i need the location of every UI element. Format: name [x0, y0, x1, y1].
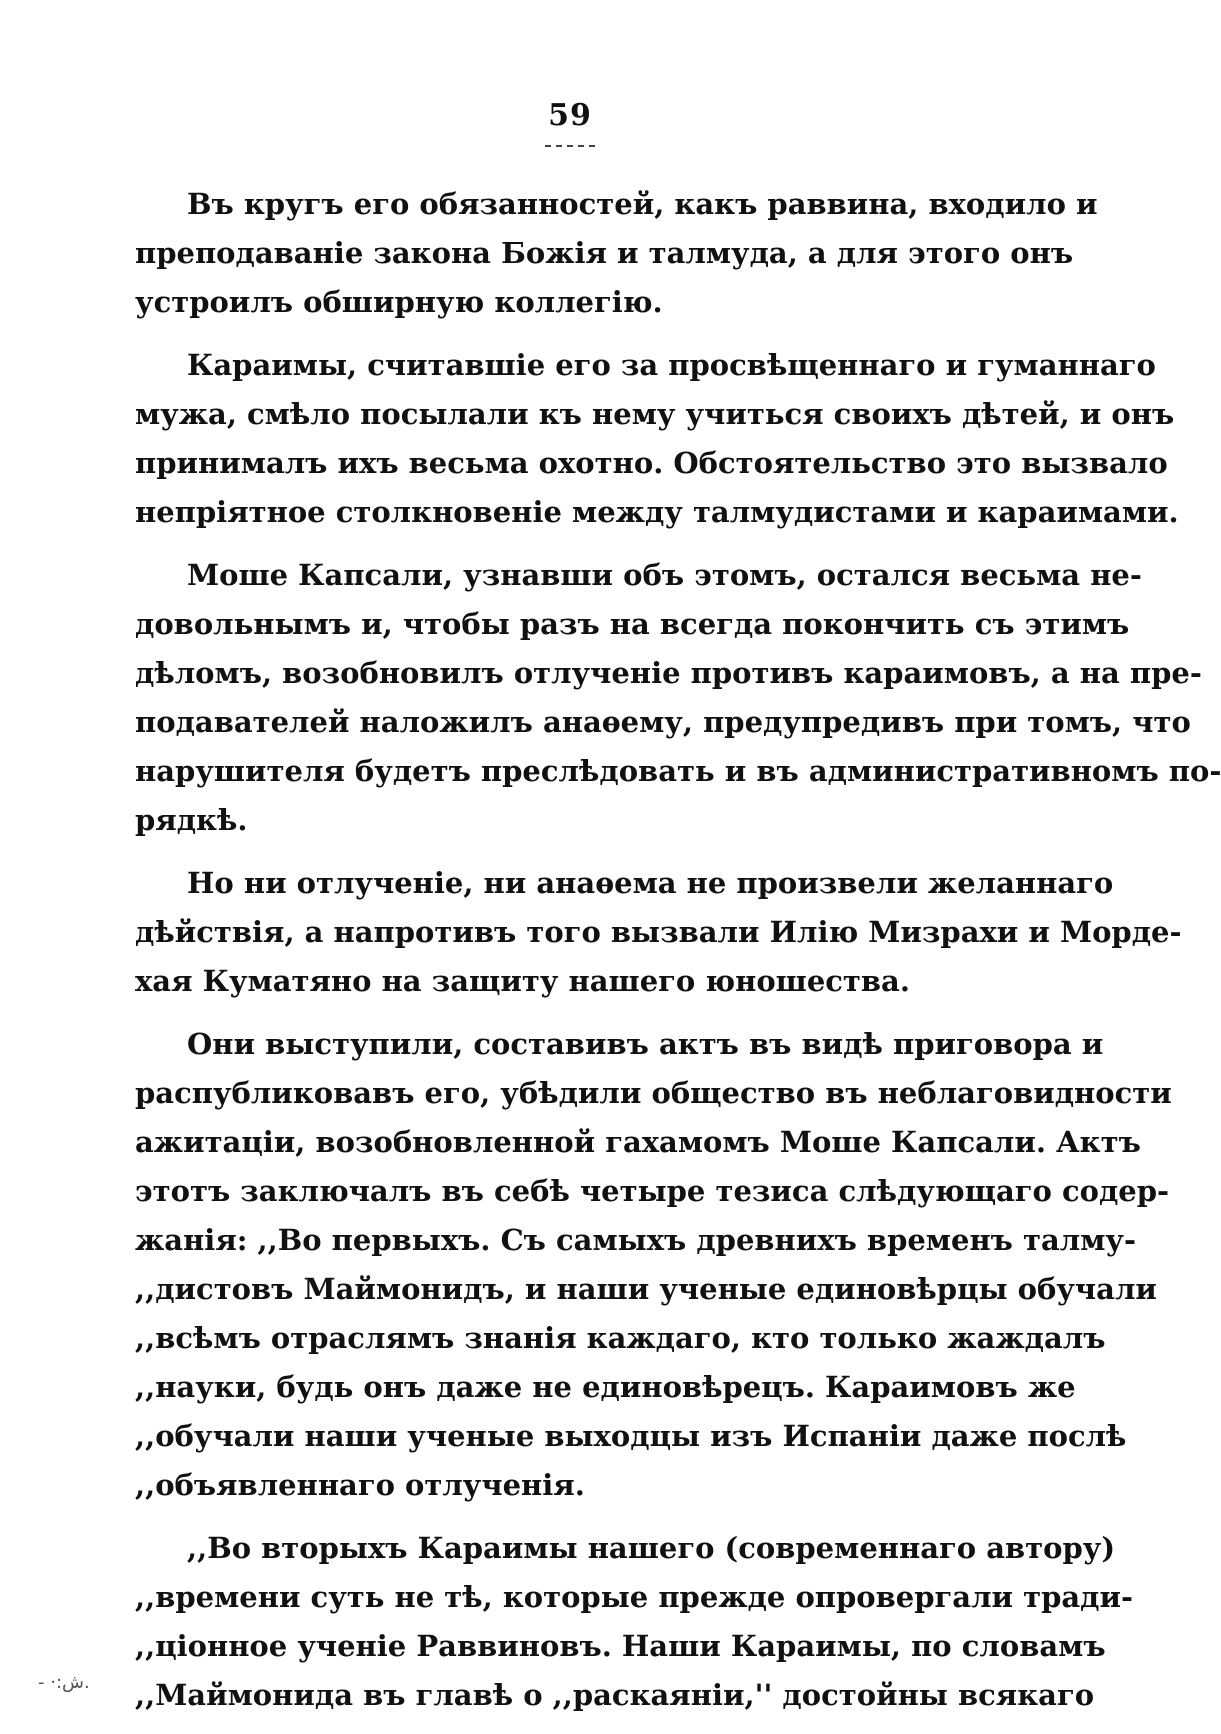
text-line: ,,Маймонида въ главѣ о ,,раскаяніи,'' достойны всякаго: [135, 1678, 1095, 1712]
text-line: ,,Во вторыхъ Караимы нашего (современнаго автору): [187, 1531, 1116, 1565]
text-line: ,,всѣмъ отраслямъ знанія каждаго, кто только жаждалъ: [135, 1321, 1106, 1355]
text-line: Моше Капсали, узнавши объ этомъ, остался весьма не-: [187, 558, 1142, 592]
text-line: устроилъ обширную коллегію.: [135, 285, 663, 319]
text-line: Въ кругъ его обязанностей, какъ раввина, входило и: [187, 187, 1098, 221]
text-line: принималъ ихъ весьма охотно. Обстоятельство это вызвало: [135, 446, 1168, 480]
paragraph-2: [135, 341, 1179, 537]
margin-marks: - ·:ش.: [38, 1672, 90, 1693]
text-line: непріятное столкновеніе между талмудистами и караимами.: [135, 495, 1179, 529]
text-line: ажитаціи, возобновленной гахамомъ Моше Капсали. Актъ: [135, 1125, 1141, 1159]
paragraph-6: [135, 1524, 1134, 1720]
text-line: мужа, смѣло посылали къ нему учиться своихъ дѣтей, и онъ: [135, 397, 1175, 431]
text-line: Караимы, считавшіе его за просвѣщеннаго и гуманнаго: [187, 348, 1156, 382]
text-line: дѣломъ, возобновилъ отлученіе противъ караимовъ, а на пре-: [135, 656, 1202, 690]
text-line: ,,времени суть не тѣ, которые прежде опровергали тради-: [135, 1580, 1134, 1614]
text-line: ,,дистовъ Маймонидъ, и наши ученые единовѣрцы обучали: [135, 1272, 1157, 1306]
text-line: ,,науки, будь онъ даже не единовѣрецъ. Караимовъ же: [135, 1370, 1076, 1404]
text-line: Но ни отлученіе, ни анаѳема не произвели желаннаго: [187, 866, 1114, 900]
paragraph-1: [135, 180, 1098, 327]
text-line: ,,объявленнаго отлученія.: [135, 1468, 585, 1502]
text-line: жанія: ,,Во первыхъ. Съ самыхъ древнихъ временъ талму-: [135, 1223, 1137, 1257]
header-rule: [545, 145, 595, 147]
paragraph-3: [135, 551, 1221, 845]
text-line: подавателей наложилъ анаѳему, предупредивъ при томъ, что: [135, 705, 1191, 739]
text-line: рядкѣ.: [135, 803, 248, 837]
text-line: довольнымъ и, чтобы разъ на всегда покончить съ этимъ: [135, 607, 1130, 641]
text-line: ,,обучали наши ученые выходцы изъ Испаніи даже послѣ: [135, 1419, 1127, 1453]
text-line: этотъ заключалъ въ себѣ четыре тезиса слѣдующаго содер-: [135, 1174, 1170, 1208]
text-line: преподаваніе закона Божія и талмуда, а для этого онъ: [135, 236, 1074, 270]
text-line: распубликовавъ его, убѣдили общество въ неблаговидности: [135, 1076, 1172, 1110]
text-line: ,,ціонное ученіе Раввиновъ. Наши Караимы, по словамъ: [135, 1629, 1106, 1663]
paragraph-4: [135, 859, 1182, 1006]
body-text: [135, 180, 1221, 1734]
page-number: 59: [548, 98, 592, 133]
text-line: хая Куматяно на защиту нашего юношества.: [135, 964, 910, 998]
text-line: дѣйствія, а напротивъ того вызвали Илію Мизрахи и Морде-: [135, 915, 1182, 949]
paragraph-5: [135, 1020, 1172, 1510]
text-line: Они выступили, составивъ актъ въ видѣ приговора и: [187, 1027, 1104, 1061]
text-line: нарушителя будетъ преслѣдовать и въ административномъ по-: [135, 754, 1221, 788]
